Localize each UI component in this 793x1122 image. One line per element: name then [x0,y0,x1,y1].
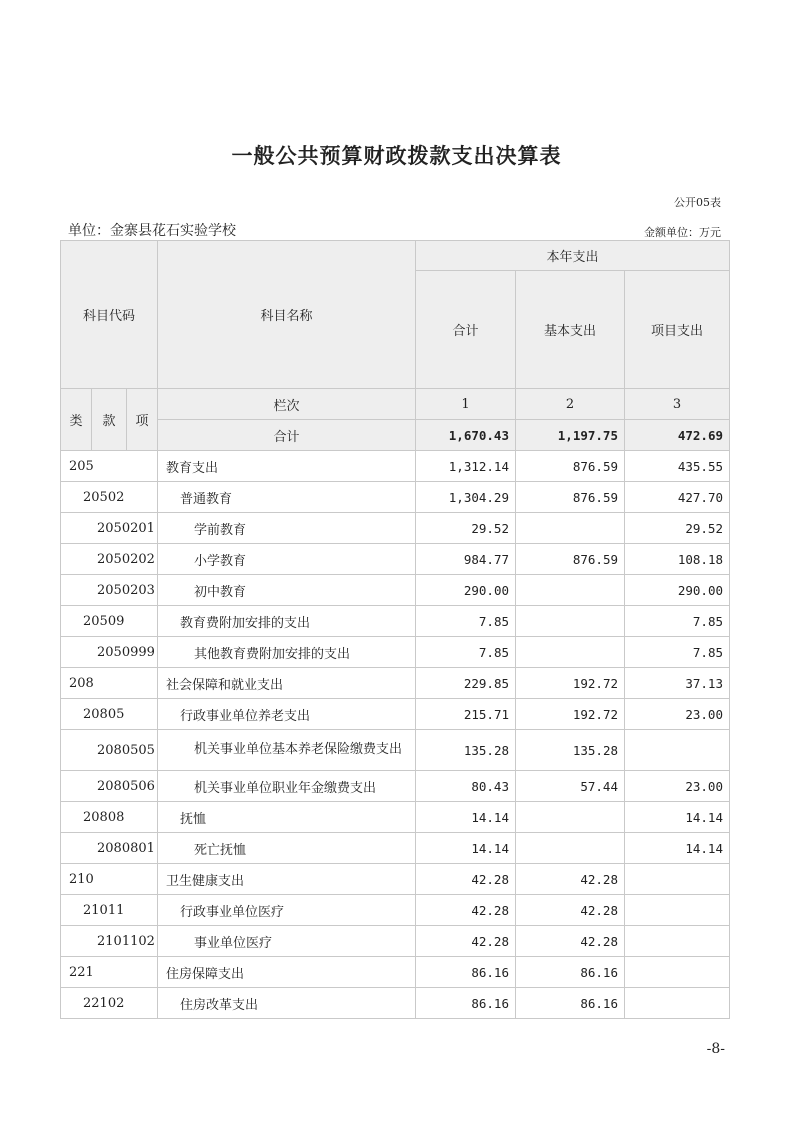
row-basic [516,802,625,833]
row-name: 机关事业单位基本养老保险缴费支出 [158,730,416,771]
row-code: 20805 [61,699,158,730]
header-code: 科目代码 [61,241,158,389]
row-project [625,895,730,926]
row-basic [516,606,625,637]
row-name: 机关事业单位职业年金缴费支出 [158,771,416,802]
row-project [625,957,730,988]
table-row [61,544,730,575]
row-name: 住房改革支出 [158,988,416,1019]
row-project: 290.00 [625,575,730,606]
row-total: 29.52 [416,513,516,544]
row-project: 7.85 [625,637,730,668]
row-basic: 192.72 [516,699,625,730]
row-project: 23.00 [625,771,730,802]
table-row [61,575,730,606]
table-row [61,451,730,482]
row-total: 42.28 [416,895,516,926]
row-total: 1,312.14 [416,451,516,482]
header-basic: 基本支出 [516,271,625,389]
row-basic: 86.16 [516,988,625,1019]
row-total: 86.16 [416,957,516,988]
row-basic: 42.28 [516,895,625,926]
table-row [61,988,730,1019]
money-unit-label: 金额单位：万元 [644,226,721,239]
table-row [61,802,730,833]
row-name: 初中教育 [158,575,416,606]
row-basic: 876.59 [516,482,625,513]
row-total: 7.85 [416,637,516,668]
row-basic [516,513,625,544]
row-code: 2050203 [61,575,158,606]
row-name: 行政事业单位养老支出 [158,699,416,730]
row-total: 14.14 [416,802,516,833]
expense-table [60,240,730,1019]
row-project [625,730,730,771]
header-year-expense: 本年支出 [416,241,730,271]
row-total: 14.14 [416,833,516,864]
table-row [61,482,730,513]
row-total: 215.71 [416,699,516,730]
row-total: 86.16 [416,988,516,1019]
sum-project: 472.69 [625,420,730,451]
table-row [61,637,730,668]
page-number: -8- [706,1041,725,1057]
row-code: 205 [61,451,158,482]
row-total: 290.00 [416,575,516,606]
row-name: 住房保障支出 [158,957,416,988]
row-basic: 57.44 [516,771,625,802]
header-lanci: 栏次 [158,389,416,420]
row-total: 1,304.29 [416,482,516,513]
row-basic: 86.16 [516,957,625,988]
row-total: 135.28 [416,730,516,771]
sum-label: 合计 [158,420,416,451]
row-basic: 876.59 [516,544,625,575]
row-name: 学前教育 [158,513,416,544]
row-basic: 42.28 [516,864,625,895]
table-row [61,699,730,730]
row-project: 435.55 [625,451,730,482]
row-name: 普通教育 [158,482,416,513]
table-row [61,833,730,864]
row-name: 小学教育 [158,544,416,575]
table-row [61,730,730,771]
header-lei: 类 [61,389,92,451]
header-col2: 2 [516,389,625,420]
row-basic [516,833,625,864]
table-row [61,668,730,699]
row-basic: 876.59 [516,451,625,482]
table-row [61,957,730,988]
row-project: 23.00 [625,699,730,730]
table-row [61,895,730,926]
row-name: 教育费附加安排的支出 [158,606,416,637]
row-total: 7.85 [416,606,516,637]
row-name: 卫生健康支出 [158,864,416,895]
row-project [625,988,730,1019]
row-name: 行政事业单位医疗 [158,895,416,926]
table-row [61,926,730,957]
form-number: 公开05表 [674,196,721,209]
row-project [625,926,730,957]
row-code: 2080505 [61,730,158,771]
row-project: 29.52 [625,513,730,544]
row-code: 208 [61,668,158,699]
row-code: 221 [61,957,158,988]
row-code: 2101102 [61,926,158,957]
row-project: 14.14 [625,802,730,833]
row-code: 2080506 [61,771,158,802]
row-code: 20502 [61,482,158,513]
page-title: 一般公共预算财政拨款支出决算表 [231,144,562,168]
row-project: 7.85 [625,606,730,637]
row-code: 20509 [61,606,158,637]
row-project [625,864,730,895]
row-name: 社会保障和就业支出 [158,668,416,699]
row-code: 20808 [61,802,158,833]
row-code: 2050202 [61,544,158,575]
row-project: 427.70 [625,482,730,513]
row-total: 984.77 [416,544,516,575]
table-row [61,864,730,895]
row-name: 抚恤 [158,802,416,833]
unit-label: 单位：金寨县花石实验学校 [68,223,236,239]
row-total: 42.28 [416,864,516,895]
row-code: 2050201 [61,513,158,544]
row-total: 80.43 [416,771,516,802]
row-code: 21011 [61,895,158,926]
row-basic: 135.28 [516,730,625,771]
row-total: 42.28 [416,926,516,957]
header-col1: 1 [416,389,516,420]
row-project: 37.13 [625,668,730,699]
row-basic [516,637,625,668]
row-basic: 42.28 [516,926,625,957]
sum-basic: 1,197.75 [516,420,625,451]
row-name: 教育支出 [158,451,416,482]
header-total: 合计 [416,271,516,389]
row-project: 108.18 [625,544,730,575]
header-name: 科目名称 [158,241,416,389]
row-code: 2080801 [61,833,158,864]
row-name: 死亡抚恤 [158,833,416,864]
row-project: 14.14 [625,833,730,864]
row-total: 229.85 [416,668,516,699]
row-basic [516,575,625,606]
row-code: 22102 [61,988,158,1019]
row-basic: 192.72 [516,668,625,699]
sum-total: 1,670.43 [416,420,516,451]
header-project: 项目支出 [625,271,730,389]
row-name: 事业单位医疗 [158,926,416,957]
row-code: 210 [61,864,158,895]
header-kuan: 款 [92,389,127,451]
header-col3: 3 [625,389,730,420]
table-row [61,513,730,544]
header-xiang: 项 [127,389,158,451]
table-row [61,771,730,802]
table-row [61,606,730,637]
row-code: 2050999 [61,637,158,668]
row-name: 其他教育费附加安排的支出 [158,637,416,668]
